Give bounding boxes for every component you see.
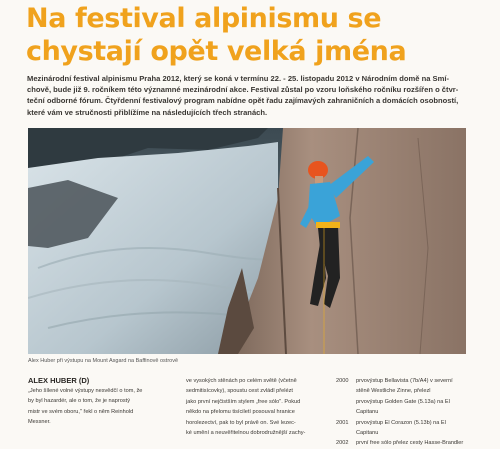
intro-line: Mezinárodní festival alpinismu Praha 2012, který se koná v termínu 22. - 25. listopadu 2012 v Národním domě na Smí-	[27, 74, 450, 83]
timeline-text: první free sólo přelez cesty Hasse-Brandler	[356, 440, 464, 447]
headline-line-1: Na festival alpinismu se	[26, 3, 382, 34]
column-line: „Jeho šílené volné výstupy nesvědčí o tom, že	[28, 388, 143, 394]
timeline-year: 2002	[336, 440, 349, 447]
timeline-year: 2000	[336, 378, 349, 384]
section-heading: ALEX HUBER (D)	[28, 376, 90, 385]
headline-line-2: chystají opět velká jména	[26, 36, 407, 67]
intro-line: chově, bude již 9. ročníkem této významné mezinárodní akce. Festival zůstal po vzoru loňského ročníku rozšířen o čtvr-	[27, 85, 459, 95]
intro-line: které vám ve stručnosti přiblížíme na následujících třech stranách.	[27, 107, 268, 117]
intro-line: teční odborné fórum. Čtyřdenní festivalový program nabídne opět řadu zajímavých zahraničních a domácích osobností,	[27, 96, 459, 106]
column-line: ké umění a neuvěřitelnou dobrodružnější zachy-	[186, 430, 306, 437]
column-line: by byl hazardér, ale o tom, že je naprostý	[28, 398, 130, 405]
column-line: jako první nejčistším stylem „free sólo". Pokud	[186, 398, 301, 405]
timeline-year: 2001	[336, 419, 349, 426]
article-headline	[26, 2, 496, 68]
intro-paragraph	[27, 73, 465, 118]
timeline-entry	[336, 438, 466, 448]
timeline-year	[336, 397, 356, 418]
timeline-text: prvovýstup El Corazon (5.13b) na El Capitanu	[356, 419, 446, 437]
timeline-column	[336, 376, 466, 449]
column-line: sedmitisícovky), spoustu cest zvládl přelézt	[186, 388, 293, 395]
timeline-entry	[336, 397, 466, 418]
column-line: ve vysokých stěnách po celém světě (včetně	[186, 378, 297, 384]
timeline-entry	[336, 376, 466, 397]
photo-caption: Alex Huber při výstupu na Mount Asgard na Baffinově ostrově	[28, 358, 179, 364]
climber-photo	[28, 128, 466, 354]
column-line: někdo na přelomu tisíciletí posouval hranice	[186, 409, 295, 416]
text-column-1	[28, 386, 160, 428]
timeline-text: prvovýstup Golden Gate (5.13a) na El Capitanu	[356, 398, 450, 416]
text-column-2	[186, 376, 318, 438]
column-line: Messner.	[28, 419, 51, 426]
column-line: horolezectví, pak to byl právě on. Své lezec-	[186, 419, 296, 426]
climber-photo-illustration	[28, 128, 466, 354]
column-line: mistr ve svém oboru," řekl o něm Reinhold	[28, 408, 134, 415]
timeline-text: prvovýstup Bellavista (7b/A4) v severní stěně Westliche Zinne, přelezl	[356, 378, 453, 395]
timeline-entry	[336, 418, 466, 439]
